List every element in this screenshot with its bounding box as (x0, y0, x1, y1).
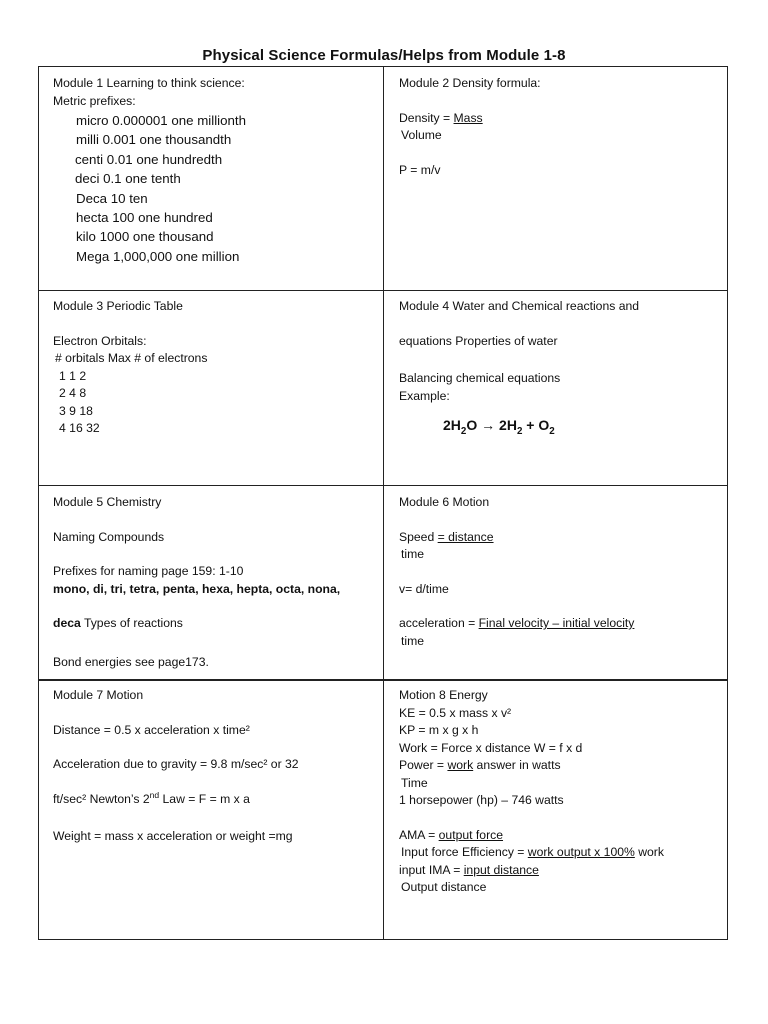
module-2-cell (399, 75, 541, 179)
distance-formula: Distance = 0.5 x acceleration x time² (53, 722, 250, 737)
density-label: Density = (399, 110, 454, 125)
eq-subscript: 2 (516, 425, 523, 437)
formula-table (38, 66, 728, 940)
module-3-heading: Module 3 Periodic Table (53, 299, 183, 313)
module-4-heading: Module 4 Water and Chemical reactions and (399, 299, 640, 313)
eq-subscript: 2 (549, 425, 555, 437)
ama-formula (399, 827, 664, 845)
module-5-heading: Module 5 Chemistry (53, 495, 162, 509)
prefix-list: mono, di, tri, tetra, penta, hexa, hepta, octa, nona, (53, 581, 341, 596)
horsepower: 1 horsepower (hp) – 746 watts (399, 793, 564, 807)
row-divider-3 (39, 679, 727, 681)
acceleration-numerator: Final velocity – initial velocity (478, 616, 635, 630)
newton-pre: ft/sec² Newton’s 2 (53, 791, 150, 806)
work-formula: Work = Force x distance W = f x d (399, 740, 583, 755)
types-of-reactions (53, 615, 340, 633)
acceleration-denominator: time (401, 633, 425, 648)
orbitals-rows (59, 368, 207, 438)
prefix-item: deci 0.1 one tenth (75, 171, 181, 187)
velocity-formula: v= d/time (399, 581, 449, 596)
orbital-row: 4 16 32 (59, 421, 100, 435)
power-label: Power = (399, 758, 448, 772)
efficiency-post: work (634, 845, 664, 859)
power-denominator: Time (401, 775, 428, 790)
module-7-heading: Module 7 Motion (53, 688, 144, 702)
power-post: answer in watts (473, 758, 561, 772)
bond-energies: Bond energies see page173. (53, 654, 209, 669)
eq-part: 2H (443, 417, 461, 433)
water-equation (443, 417, 639, 435)
module-3-cell (53, 298, 207, 438)
module-8-heading: Motion 8 Energy (399, 688, 488, 702)
metric-prefix-list (76, 111, 246, 266)
module-4-cell (399, 298, 639, 435)
kp-formula: KP = m x g x h (399, 723, 479, 737)
prefix-item: kilo 1000 one thousand (76, 229, 214, 245)
density-numerator: Mass (453, 110, 483, 125)
weight-formula: Weight = mass x acceleration or weight =mg (53, 829, 293, 843)
efficiency-numerator: work output x 100% (527, 845, 635, 859)
ima-formula (399, 862, 664, 880)
acceleration-formula (399, 615, 634, 633)
module-4-line-3: Balancing chemical equations (399, 371, 561, 385)
module-8-cell (399, 687, 664, 897)
ama-label: AMA = (399, 827, 439, 842)
efficiency-formula (401, 844, 664, 862)
column-divider (383, 67, 384, 939)
naming-compounds: Naming Compounds (53, 529, 165, 544)
density-formula (399, 110, 541, 128)
prefix-item: hecta 100 one hundred (76, 210, 213, 226)
speed-denominator: time (401, 547, 425, 561)
module-1-heading: Module 1 Learning to think science: (53, 76, 245, 90)
prefix-item: milli 0.001 one thousandth (76, 132, 232, 148)
speed-label: Speed (399, 529, 438, 544)
row-divider-1 (39, 290, 727, 291)
module-6-heading: Module 6 Motion (399, 495, 490, 509)
ke-formula: KE = 0.5 x mass x v² (399, 705, 512, 720)
density-short-formula: P = m/v (399, 162, 441, 177)
module-4-line-4: Example: (399, 388, 450, 403)
prefix-item: Deca 10 ten (76, 190, 148, 206)
metric-prefixes-label: Metric prefixes: (53, 93, 136, 108)
eq-part: O → 2H (466, 417, 517, 433)
density-denominator: Volume (401, 128, 442, 142)
prefix-item: micro 0.000001 one millionth (76, 113, 247, 128)
efficiency-label: Input force Efficiency = (401, 845, 528, 859)
orbital-row: 1 1 2 (59, 368, 87, 383)
electron-orbitals-title: Electron Orbitals: (53, 333, 147, 348)
newton-post: Law = F = m x a (159, 791, 250, 806)
types-label: Types of reactions (80, 616, 183, 630)
power-numerator: work (447, 758, 474, 772)
prefix-item: centi 0.01 one hundredth (75, 151, 223, 167)
acceleration-label: acceleration = (399, 616, 479, 630)
module-6-cell (399, 494, 634, 650)
module-2-heading: Module 2 Density formula: (399, 76, 541, 90)
prefix-item: Mega 1,000,000 one million (76, 248, 240, 264)
ama-numerator: output force (438, 827, 504, 842)
deca-label: deca (53, 616, 81, 630)
prefix-page: Prefixes for naming page 159: 1-10 (53, 564, 244, 578)
orbitals-header: # orbitals Max # of electrons (55, 351, 208, 365)
newton-superscript: nd (149, 789, 160, 800)
newton-law (53, 791, 299, 809)
orbital-row: 3 9 18 (59, 403, 93, 418)
module-4-line-2: equations Properties of water (399, 333, 558, 348)
module-7-cell (53, 687, 299, 846)
eq-part: + O (522, 417, 550, 433)
ima-numerator: input distance (463, 862, 539, 877)
module-5-cell (53, 494, 340, 671)
row-divider-2 (39, 485, 727, 486)
page-title: Physical Science Formulas/Helps from Module 1-8 (202, 47, 566, 64)
speed-numerator: = distance (437, 529, 494, 544)
module-1-cell (53, 75, 246, 266)
ima-label: input IMA = (399, 862, 464, 877)
orbital-row: 2 4 8 (59, 386, 87, 400)
gravity-formula: Acceleration due to gravity = 9.8 m/sec² or 32 (53, 757, 299, 771)
speed-formula (399, 529, 634, 547)
output-distance: Output distance (401, 880, 487, 894)
eq-subscript: 2 (460, 425, 467, 437)
power-formula (399, 757, 664, 775)
